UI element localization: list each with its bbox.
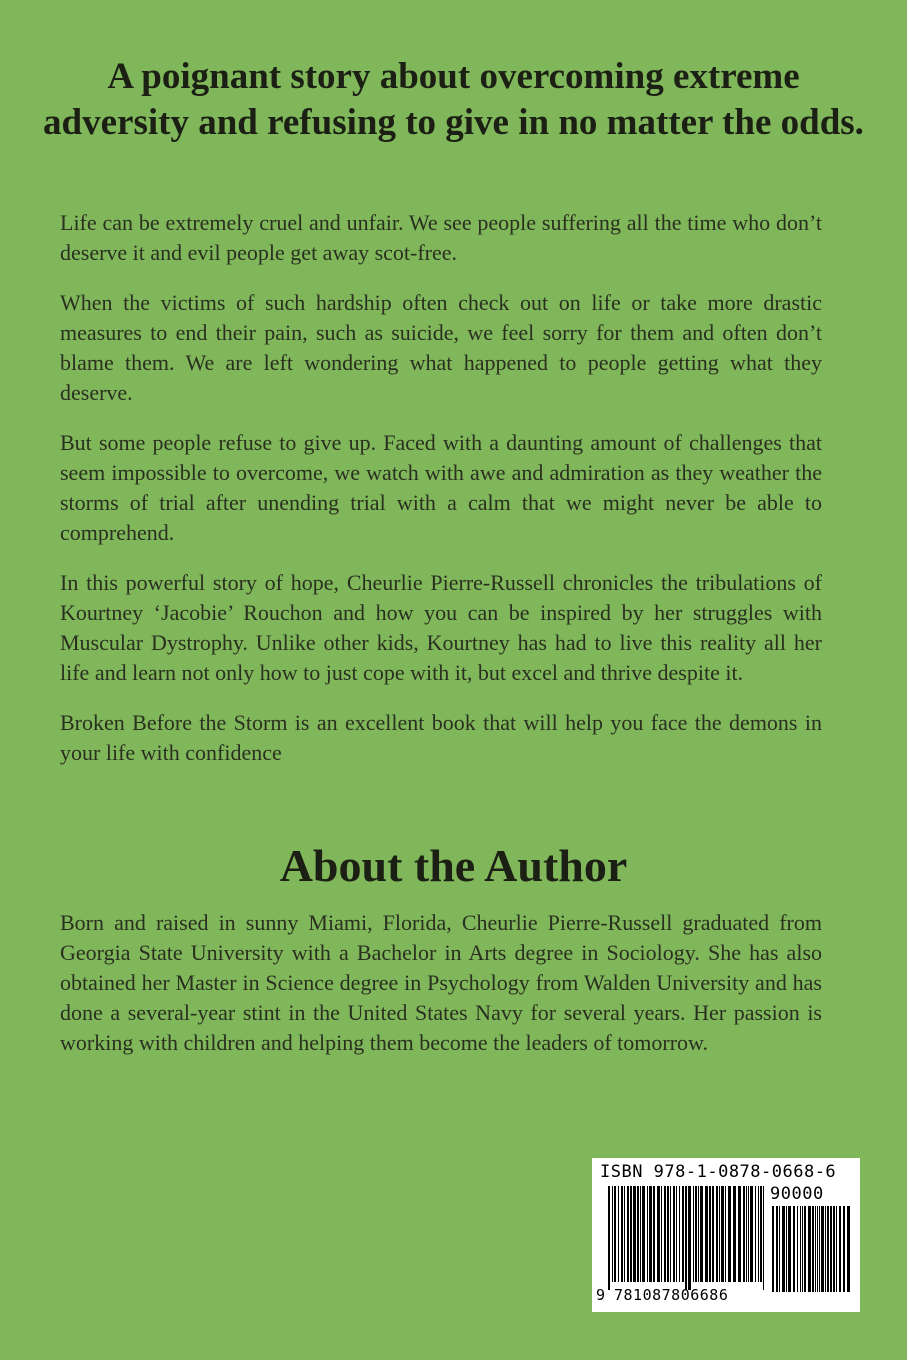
barcode-addon-bar — [808, 1206, 811, 1292]
barcode-bar — [676, 1186, 677, 1282]
blurb-paragraph-5: Broken Before the Storm is an excellent book that will help you face the demons in your life with confidence — [60, 710, 822, 765]
barcode-addon-bar — [772, 1206, 774, 1292]
barcode-bar — [695, 1186, 697, 1282]
barcode-addon-bar — [847, 1206, 850, 1292]
barcode-bar — [633, 1186, 636, 1282]
blurb-paragraph-4: In this powerful story of hope, Cheurlie Pierre-Russell chronicles the tribulations of Kourtney ‘Jacobie’ Rouchon and how you can be inspired by her struggles with Muscular Dystrophy. Unlike other kids, Kourtney has had to live this reality all her life and learn not only how to just cope with it, but excel and thrive despite it. — [60, 570, 822, 685]
barcode-bar — [709, 1186, 711, 1282]
barcode-bar — [618, 1186, 619, 1282]
barcode-bar — [670, 1186, 671, 1282]
barcode-bar — [637, 1186, 639, 1282]
barcode-first-digit: 9 — [596, 1286, 606, 1304]
barcode-addon-bar — [779, 1206, 780, 1292]
barcode-bar — [755, 1186, 756, 1282]
barcode-bar — [698, 1186, 699, 1282]
barcode-bar — [673, 1186, 675, 1282]
barcode-addon-bar — [797, 1206, 798, 1292]
barcode-bar — [624, 1186, 625, 1282]
barcode-bar — [748, 1186, 749, 1282]
isbn-label: ISBN 978-1-0878-0668-6 — [600, 1162, 837, 1182]
barcode-addon-bar — [819, 1206, 820, 1292]
barcode-bar — [608, 1186, 610, 1290]
barcode-addon-bar — [812, 1206, 814, 1292]
barcode-bar — [721, 1186, 724, 1282]
barcode-bar — [758, 1186, 759, 1282]
barcode-bar — [653, 1186, 655, 1282]
barcode-digits-rest: 781087806686 — [614, 1286, 729, 1304]
barcode-bar — [725, 1186, 726, 1282]
barcode-addon-digits: 90000 — [770, 1184, 824, 1204]
barcode-addon-bar — [776, 1206, 778, 1292]
barcode-bar — [661, 1186, 662, 1282]
cover-headline: A poignant story about overcoming extreme adversity and refusing to give in no matter the odds. — [43, 56, 864, 143]
barcode-addon-bar — [800, 1206, 801, 1292]
barcode-bar — [612, 1186, 613, 1282]
barcode-bar — [700, 1186, 703, 1282]
barcode-bar — [705, 1186, 708, 1282]
barcode-bar — [738, 1186, 741, 1282]
about-author-text: Born and raised in sunny Miami, Florida, Cheurlie Pierre-Russell graduated from Georgia State University with a Bachelor in Arts degree in Sociology. She has also obtained her Master in Science degree in Psychology from Walden University and has done a several-year stint in the United States Navy for several years. Her passion is working with children and helping them become the leaders of tomorrow. — [60, 910, 822, 1055]
isbn-barcode — [592, 1158, 860, 1312]
barcode-bar — [640, 1186, 641, 1282]
barcode-addon-bar — [843, 1206, 845, 1292]
barcode-addon-bar — [815, 1206, 816, 1292]
barcode-bar — [728, 1186, 731, 1282]
barcode-bar — [746, 1186, 747, 1282]
barcode-bar — [750, 1186, 753, 1282]
barcode-bar — [664, 1186, 666, 1282]
barcode-bar — [733, 1186, 736, 1282]
barcode-addon-bar — [830, 1206, 832, 1292]
barcode-addon-bar — [804, 1206, 806, 1292]
blurb-paragraph-1: Life can be extremely cruel and unfair. We see people suffering all the time who don’t deserve it and evil people get away scot-free. — [60, 210, 822, 265]
barcode-bar — [763, 1186, 764, 1290]
barcode-addon-bar — [836, 1206, 837, 1292]
barcode-addon-bar — [817, 1206, 818, 1292]
blurb-paragraph-3: But some people refuse to give up. Faced with a daunting amount of challenges that seem impossible to overcome, we watch with awe and admiration as they weather the storms of trial after unending trial with a calm that we might never be able to comprehend. — [60, 430, 822, 545]
barcode-bar — [688, 1186, 691, 1290]
barcode-addon-bar — [821, 1206, 824, 1292]
barcode-addon-bar — [827, 1206, 829, 1292]
barcode-bar — [743, 1186, 745, 1282]
barcode-bar — [621, 1186, 623, 1282]
barcode-bar — [682, 1186, 684, 1282]
barcode-addon-bar — [802, 1206, 803, 1292]
barcode-addon-bar — [793, 1206, 795, 1292]
barcode-bar — [614, 1186, 616, 1282]
barcode-bar — [716, 1186, 718, 1282]
barcode-bar — [685, 1186, 687, 1290]
barcode-bar — [693, 1186, 694, 1282]
barcode-addon-bar — [782, 1206, 785, 1292]
barcode-addon-bar — [825, 1206, 826, 1292]
barcode-addon-bar — [786, 1206, 787, 1292]
barcode-bar — [649, 1186, 652, 1282]
barcode-addon-bar — [788, 1206, 791, 1292]
barcode-bar — [642, 1186, 645, 1282]
barcode-bar — [667, 1186, 669, 1282]
barcode-bar — [657, 1186, 660, 1282]
book-blurb — [60, 208, 822, 788]
barcode-addon-bar — [833, 1206, 835, 1292]
barcode-bar — [647, 1186, 648, 1282]
about-author-heading: About the Author — [279, 840, 628, 891]
barcode-bar — [679, 1186, 680, 1282]
barcode-bar — [719, 1186, 720, 1282]
blurb-paragraph-2: When the victims of such hardship often check out on life or take more drastic measures to end their pain, such as suicide, we feel sorry for them and often don’t blame them. We are left wondering what happened to people getting what they deserve. — [60, 290, 822, 405]
barcode-bar — [630, 1186, 632, 1282]
barcode-bar — [760, 1186, 762, 1282]
barcode-bar — [627, 1186, 629, 1282]
barcode-addon-bar — [839, 1206, 841, 1292]
barcode-bar — [712, 1186, 714, 1282]
